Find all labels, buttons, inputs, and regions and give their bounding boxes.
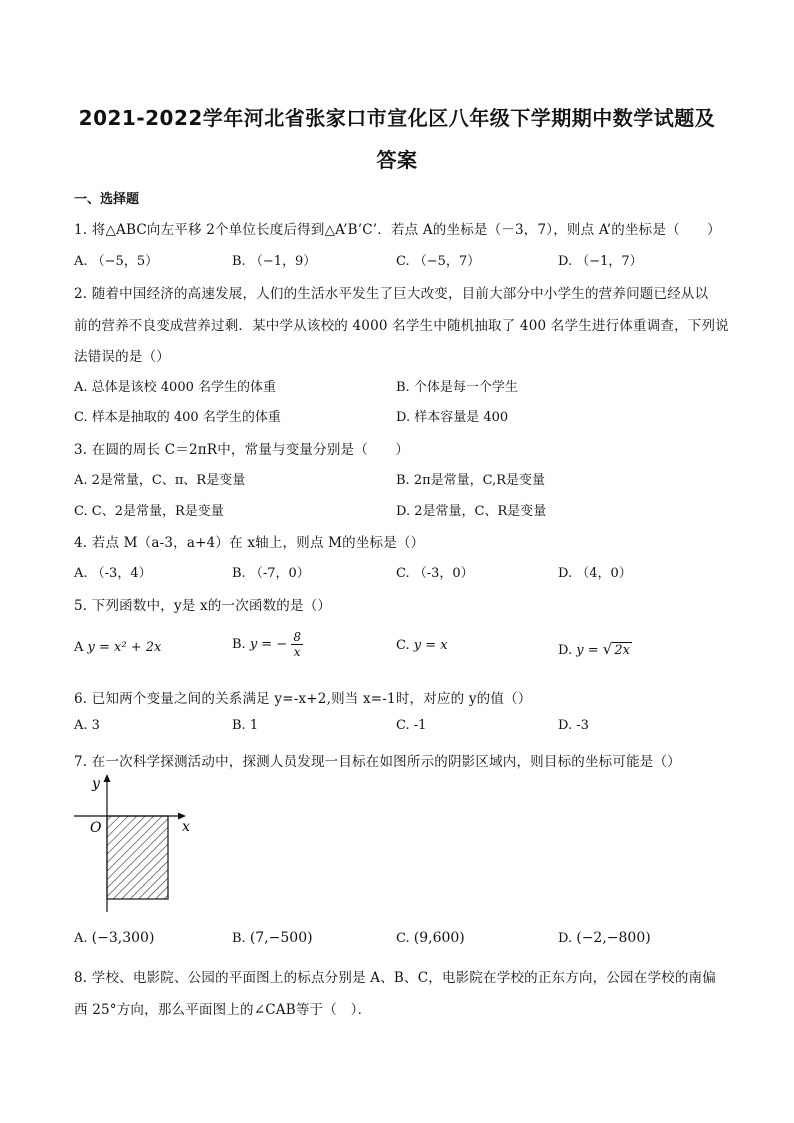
q5-option-b-denominator: x — [293, 645, 301, 659]
q1-option-c: C. （−5，7） — [396, 254, 481, 269]
y-axis-label: y — [92, 776, 100, 792]
q7-option-b-label: B. — [232, 931, 246, 946]
q3-option-c: C. C、2是常量，R是变量 — [74, 504, 224, 519]
q2-option-a: A. 总体是该校 4000 名学生的体重 — [74, 380, 277, 395]
q7-option-d-label: D. — [558, 931, 573, 946]
question-1-stem: 1. 将△ABC向左平移 2个单位长度后得到△A’B’C’．若点 A的坐标是（－3，7），则点 A’的坐标是（ ） — [74, 222, 721, 238]
y-axis-arrow-icon — [104, 774, 111, 782]
page-title: 2021-2022学年河北省张家口市宣化区八年级下学期期中数学试题及 — [78, 106, 716, 130]
question-8-line-2: 西 25°方向，那么平面图上的∠CAB等于（ ）． — [74, 1002, 372, 1018]
q4-option-d: D. （4，0） — [558, 566, 632, 581]
page-title-continued: 答案 — [376, 148, 418, 172]
q5-option-c — [396, 638, 448, 653]
question-2-line-3: 法错误的是（） — [74, 349, 170, 365]
q5-option-b-fraction — [291, 630, 303, 659]
q5-option-a-label: A — [74, 640, 84, 655]
section-heading: 一、选择题 — [74, 192, 140, 207]
question-5-stem: 5. 下列函数中，y是 x的一次函数的是（） — [74, 598, 332, 614]
q3-option-a: A. 2是常量，C、π、R是变量 — [74, 473, 246, 488]
question-8-line-1: 8. 学校、电影院、公园的平面图上的标点分别是 A、B、C，电影院在学校的正东方向，公园在学校的南偏 — [74, 970, 716, 986]
q6-option-c: C. -1 — [396, 718, 427, 733]
q1-option-b: B. （−1，9） — [232, 254, 317, 269]
question-6-stem: 6. 已知两个变量之间的关系满足 y=-x+2,则当 x=-1时，对应的 y的值（） — [74, 691, 532, 707]
q7-option-d-value: (−2,−800) — [576, 930, 651, 946]
q4-option-a: A. （-3，4） — [74, 566, 152, 581]
sqrt-symbol-icon: √ — [602, 640, 613, 658]
q5-option-b-numerator: 8 — [293, 630, 302, 644]
shaded-region-figure — [70, 772, 200, 917]
q7-option-d — [558, 930, 651, 946]
q6-option-d: D. -3 — [558, 718, 589, 733]
q3-option-d: D. 2是常量，C、R是变量 — [396, 504, 547, 519]
question-4-stem: 4. 若点 M（a-3，a+4）在 x轴上，则点 M的坐标是（） — [74, 535, 425, 551]
q5-option-a — [74, 640, 161, 655]
origin-label: O — [90, 820, 102, 836]
q3-option-b: B. 2π是常量，C,R是变量 — [396, 473, 546, 488]
q5-option-d-label: D. — [558, 643, 573, 658]
q5-option-b-label: B. — [232, 637, 246, 652]
q5-option-d-radicand: 2x — [614, 643, 630, 658]
q6-option-a: A. 3 — [74, 718, 100, 733]
q7-option-b — [232, 930, 313, 946]
q7-option-b-value: (7,−500) — [249, 930, 313, 946]
q1-option-a: A. （−5，5） — [74, 254, 159, 269]
q5-option-c-label: C. — [396, 638, 410, 653]
q5-option-d — [558, 640, 632, 658]
q7-option-c — [396, 930, 465, 946]
x-axis-label: x — [182, 819, 190, 835]
q2-option-b: B. 个体是每一个学生 — [396, 380, 518, 395]
question-2-line-1: 2. 随着中国经济的高速发展，人们的生活水平发生了巨大改变，目前大部分中小学生的营养问题已经从以 — [74, 286, 709, 302]
q2-option-c: C. 样本是抽取的 400 名学生的体重 — [74, 410, 281, 425]
q5-option-a-expression: y = x² + 2x — [87, 640, 162, 655]
shaded-region — [107, 816, 168, 899]
q5-option-c-expression: y = x — [413, 638, 448, 653]
q6-option-b: B. 1 — [232, 718, 259, 733]
q4-option-c: C. （-3，0） — [396, 566, 474, 581]
question-3-stem: 3. 在圆的周长 C＝2πR中，常量与变量分别是（ ） — [74, 442, 410, 458]
q5-option-b-expression-left: y = − — [249, 637, 288, 652]
q5-option-b — [232, 630, 303, 659]
q7-option-a-label: A. — [74, 931, 88, 946]
q7-option-c-label: C. — [396, 931, 410, 946]
q7-option-a-value: (−3,300) — [91, 930, 155, 946]
q5-option-d-expression-left: y = — [576, 643, 599, 658]
question-2-line-2: 前的营养不良变成营养过剩．某中学从该校的 4000 名学生中随机抽取了 400 名学生进行体重调查，下列说 — [74, 318, 729, 334]
q7-option-a — [74, 930, 154, 946]
question-7-stem: 7. 在一次科学探测活动中，探测人员发现一目标在如图所示的阴影区域内，则目标的坐标可能是（） — [74, 754, 681, 770]
q1-option-d: D. （−1，7） — [558, 254, 643, 269]
q7-option-c-value: (9,600) — [413, 930, 465, 946]
q4-option-b: B. （-7，0） — [232, 566, 310, 581]
q2-option-d: D. 样本容量是 400 — [396, 410, 509, 425]
